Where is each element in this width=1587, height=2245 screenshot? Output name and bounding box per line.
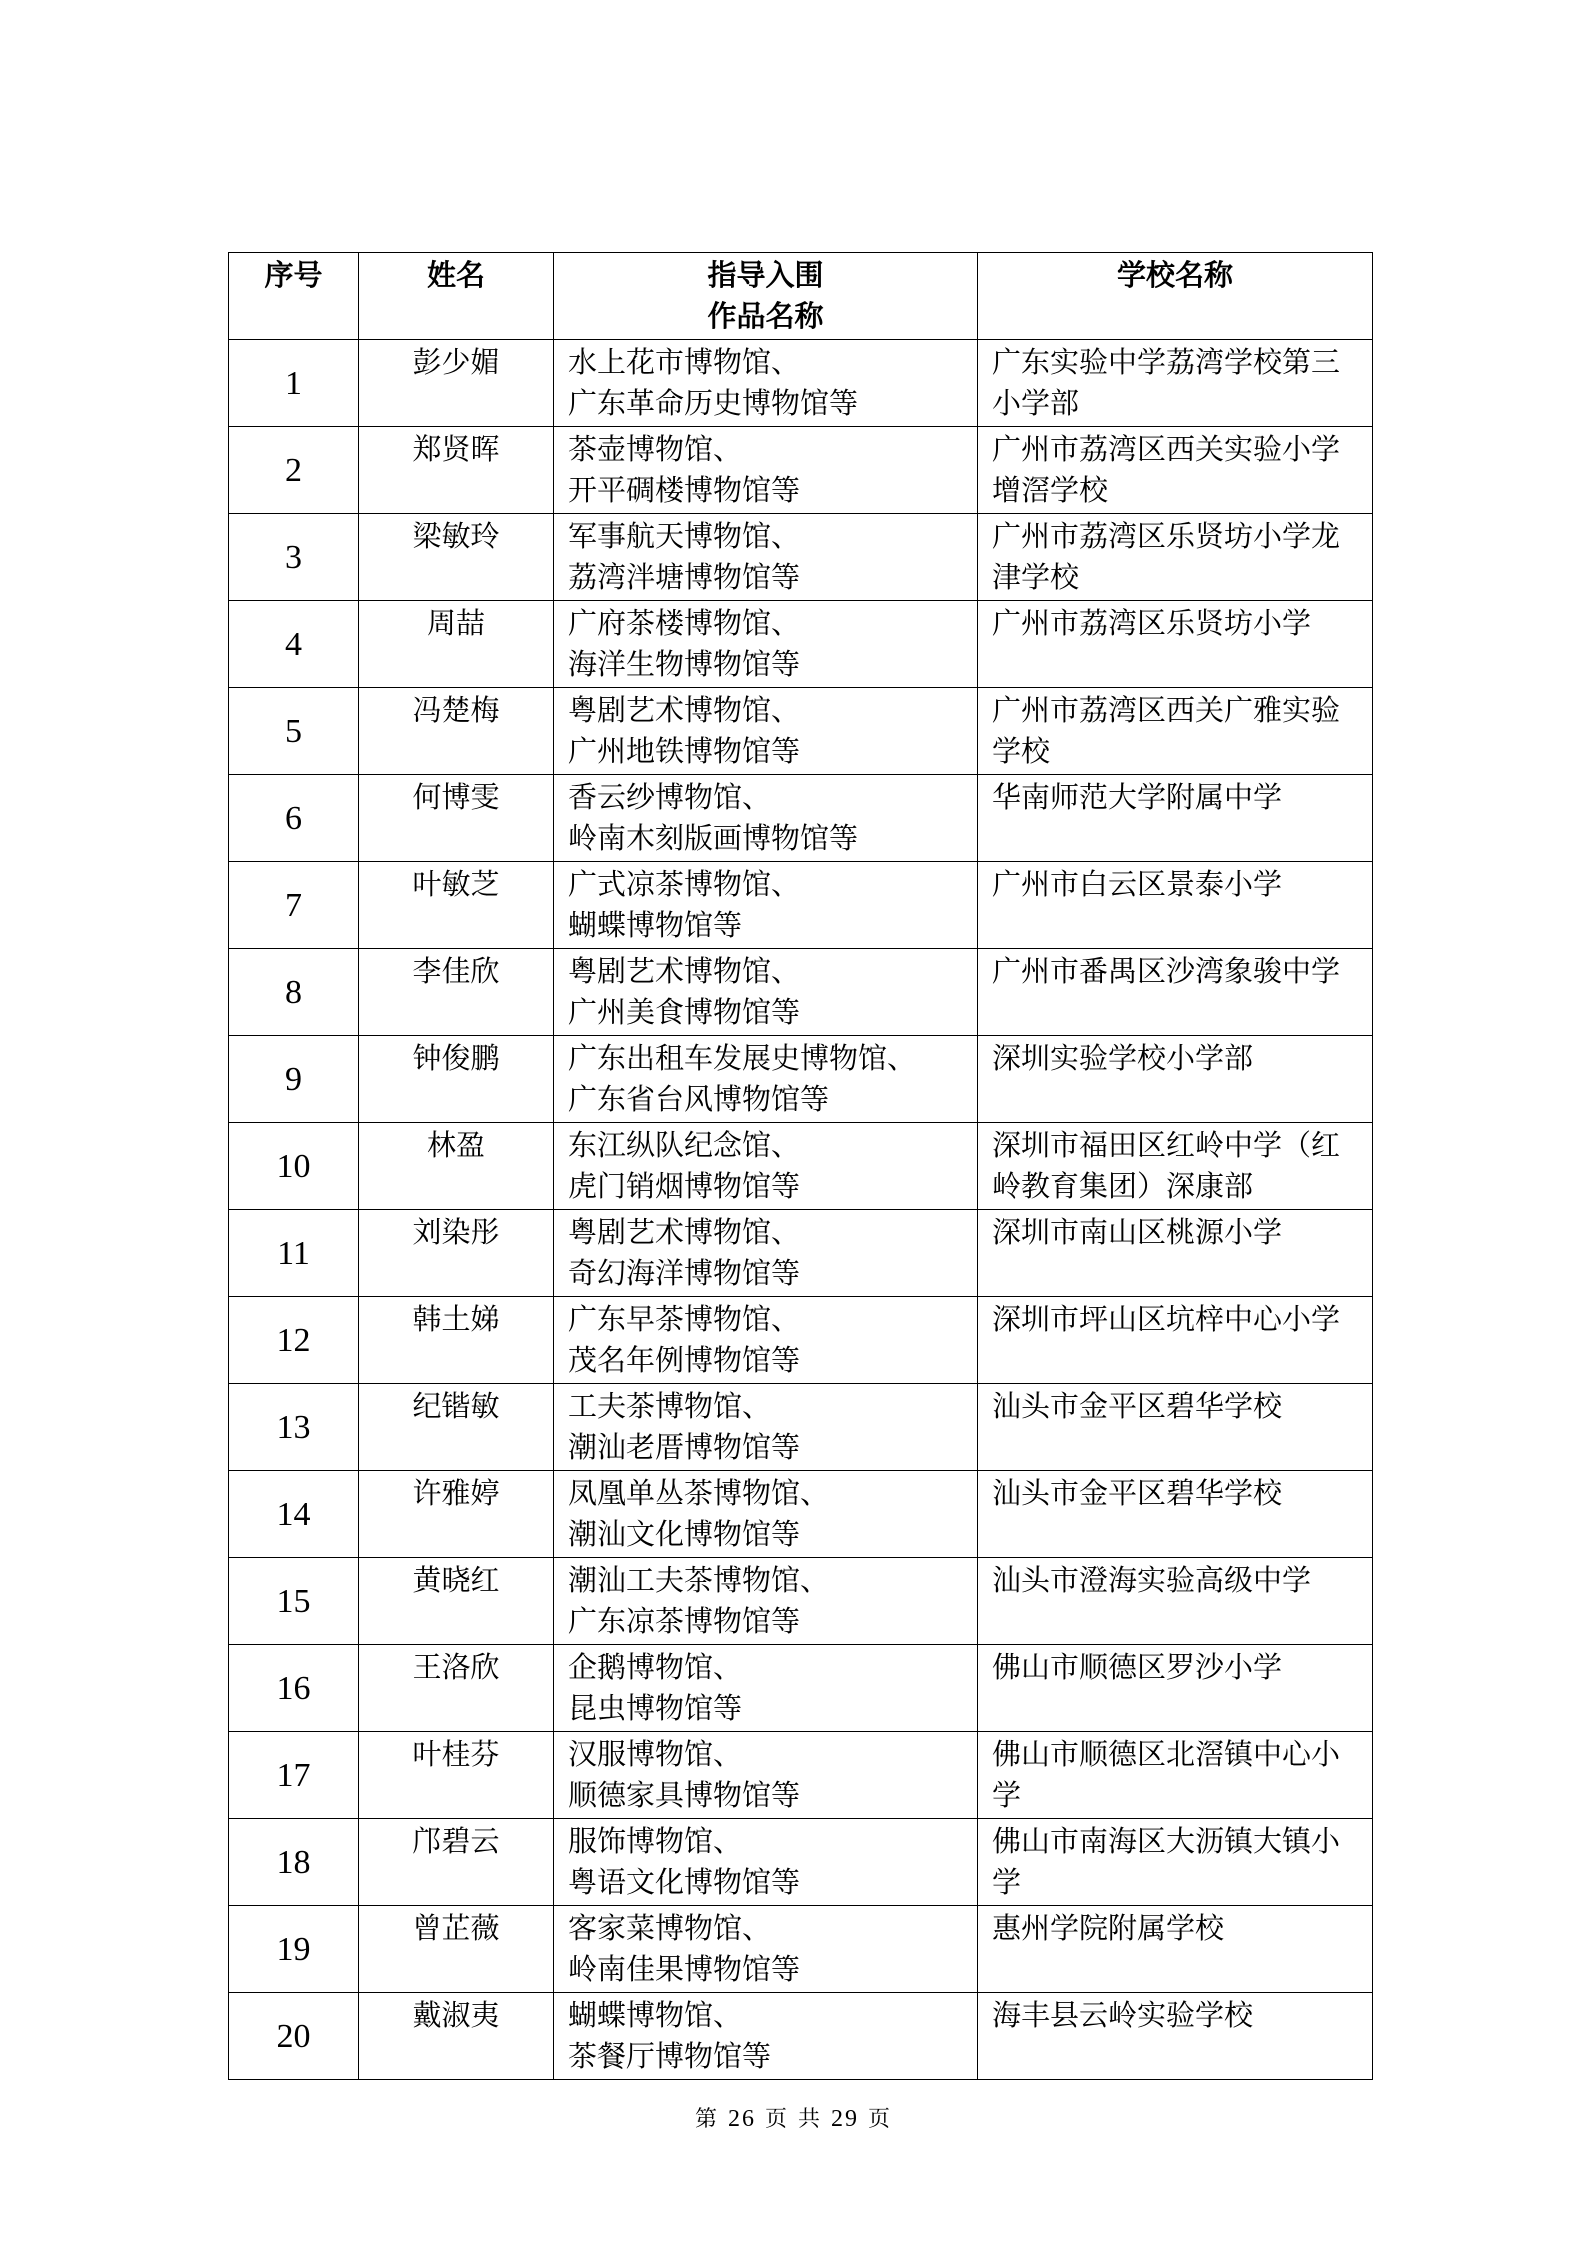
row-name-cell (359, 1732, 554, 1819)
row-work-line2: 海洋生物博物馆等 (568, 647, 801, 681)
row-name: 冯楚梅 (412, 693, 500, 727)
row-index: 15 (276, 1582, 311, 1620)
row-work-line2: 虎门销烟博物馆等 (568, 1169, 801, 1203)
row-name-cell (359, 340, 554, 427)
table-row (229, 949, 1373, 1036)
header-school: 学校名称 (978, 253, 1373, 340)
row-work-line1: 粤剧艺术博物馆、 (568, 693, 801, 727)
table-row (229, 514, 1373, 601)
row-school-cell (978, 1471, 1373, 1558)
row-name: 周喆 (426, 606, 485, 640)
row-work-cell (554, 427, 978, 514)
table-header-row (229, 253, 1373, 340)
row-work-line2: 奇幻海洋博物馆等 (568, 1256, 801, 1290)
row-school: 海丰县云岭实验学校 (992, 1998, 1254, 2032)
row-index-cell (229, 1297, 359, 1384)
row-work-line1: 茶壶博物馆、 (568, 432, 743, 466)
row-name: 郑贤晖 (412, 432, 500, 466)
row-name-cell (359, 688, 554, 775)
row-work-line1: 军事航天博物馆、 (568, 519, 801, 553)
row-school: 汕头市澄海实验高级中学 (992, 1563, 1312, 1597)
table-row (229, 601, 1373, 688)
table-row (229, 1297, 1373, 1384)
row-index: 19 (276, 1930, 311, 1968)
row-index-cell (229, 1471, 359, 1558)
row-work-line1: 蝴蝶博物馆、 (568, 1998, 743, 2032)
row-name-cell (359, 949, 554, 1036)
row-work-cell (554, 1558, 978, 1645)
row-work-line2: 茶餐厅博物馆等 (568, 2039, 772, 2073)
row-work-cell (554, 949, 978, 1036)
row-work-cell (554, 1123, 978, 1210)
footer-suffix: 页 (868, 2107, 893, 2132)
row-name: 王洛欣 (412, 1650, 500, 1684)
row-index-cell (229, 862, 359, 949)
row-name-cell (359, 1471, 554, 1558)
row-name-cell (359, 1297, 554, 1384)
row-work-line2: 荔湾泮塘博物馆等 (568, 560, 801, 594)
row-school: 深圳市坪山区坑梓中心小学 (992, 1302, 1341, 1336)
row-school-cell (978, 1210, 1373, 1297)
row-school: 广州市荔湾区西关广雅实验学校 (992, 693, 1341, 768)
row-name: 曾芷薇 (412, 1911, 500, 1945)
row-index-cell (229, 1123, 359, 1210)
row-index: 4 (285, 625, 302, 663)
table-row (229, 862, 1373, 949)
row-work-line1: 东江纵队纪念馆、 (568, 1128, 801, 1162)
row-name: 李佳欣 (412, 954, 500, 988)
row-work-line2: 广东凉茶博物馆等 (568, 1604, 801, 1638)
footer-total-pages: 29 (831, 2106, 859, 2132)
row-school: 佛山市顺德区罗沙小学 (992, 1650, 1283, 1684)
row-name: 叶敏芝 (412, 867, 500, 901)
row-school-cell (978, 1384, 1373, 1471)
row-work-line1: 香云纱博物馆、 (568, 780, 772, 814)
row-index: 3 (285, 538, 302, 576)
row-name-cell (359, 862, 554, 949)
row-work-cell (554, 1210, 978, 1297)
header-name: 姓名 (359, 253, 554, 340)
row-name: 叶桂芬 (412, 1737, 500, 1771)
row-work-line1: 广东出租车发展史博物馆、 (568, 1041, 917, 1075)
row-name: 韩土娣 (412, 1302, 500, 1336)
row-name-cell (359, 427, 554, 514)
row-school-cell (978, 1906, 1373, 1993)
row-index-cell (229, 1036, 359, 1123)
row-work-cell (554, 1993, 978, 2080)
row-school: 佛山市南海区大沥镇大镇小学 (992, 1824, 1341, 1899)
row-work-line2: 粤语文化博物馆等 (568, 1865, 801, 1899)
row-school: 深圳实验学校小学部 (992, 1041, 1254, 1075)
row-index-cell (229, 1645, 359, 1732)
row-index: 18 (276, 1843, 311, 1881)
row-index-cell (229, 1906, 359, 1993)
row-name-cell (359, 775, 554, 862)
row-work-line1: 广东早茶博物馆、 (568, 1302, 801, 1336)
row-index: 5 (285, 712, 302, 750)
row-school-cell (978, 340, 1373, 427)
row-school-cell (978, 514, 1373, 601)
row-school: 广州市荔湾区西关实验小学增滘学校 (992, 432, 1341, 507)
row-name-cell (359, 1906, 554, 1993)
row-name: 钟俊鹏 (412, 1041, 500, 1075)
row-index-cell (229, 949, 359, 1036)
row-name: 邝碧云 (412, 1824, 500, 1858)
row-index: 16 (276, 1669, 311, 1707)
row-name-cell (359, 1123, 554, 1210)
table-row (229, 1123, 1373, 1210)
row-name-cell (359, 1645, 554, 1732)
row-index: 6 (285, 799, 302, 837)
table-row (229, 1906, 1373, 1993)
row-name: 梁敏玲 (412, 519, 500, 553)
header-index: 序号 (229, 253, 359, 340)
row-name-cell (359, 1210, 554, 1297)
row-work-line1: 粤剧艺术博物馆、 (568, 1215, 801, 1249)
row-school-cell (978, 949, 1373, 1036)
table-row (229, 1819, 1373, 1906)
table-row (229, 1993, 1373, 2080)
row-index-cell (229, 1993, 359, 2080)
row-work-line1: 粤剧艺术博物馆、 (568, 954, 801, 988)
row-work-line1: 客家菜博物馆、 (568, 1911, 772, 1945)
table-row (229, 1558, 1373, 1645)
row-work-cell (554, 1471, 978, 1558)
row-work-line2: 昆虫博物馆等 (568, 1691, 743, 1725)
row-work-line1: 水上花市博物馆、 (568, 345, 801, 379)
row-school-cell (978, 427, 1373, 514)
row-school: 华南师范大学附属中学 (992, 780, 1283, 814)
table-row (229, 1471, 1373, 1558)
row-work-line2: 顺德家具博物馆等 (568, 1778, 801, 1812)
row-work-line1: 企鹅博物馆、 (568, 1650, 743, 1684)
row-school-cell (978, 1558, 1373, 1645)
row-index: 10 (276, 1147, 311, 1185)
row-name: 许雅婷 (412, 1476, 500, 1510)
row-work-cell (554, 1819, 978, 1906)
header-work-line2: 作品名称 (707, 299, 824, 333)
row-work-line1: 广式凉茶博物馆、 (568, 867, 801, 901)
row-name-cell (359, 514, 554, 601)
row-school: 广东实验中学荔湾学校第三小学部 (992, 345, 1341, 420)
row-index-cell (229, 601, 359, 688)
row-work-cell (554, 775, 978, 862)
row-work-cell (554, 601, 978, 688)
row-work-line1: 工夫茶博物馆、 (568, 1389, 772, 1423)
row-index: 9 (285, 1060, 302, 1098)
row-index: 1 (285, 364, 302, 402)
row-school-cell (978, 1297, 1373, 1384)
row-index: 7 (285, 886, 302, 924)
row-name: 纪锴敏 (412, 1389, 500, 1423)
row-work-cell (554, 1297, 978, 1384)
row-school-cell (978, 1993, 1373, 2080)
row-work-cell (554, 1384, 978, 1471)
row-school: 惠州学院附属学校 (992, 1911, 1225, 1945)
row-index-cell (229, 1819, 359, 1906)
row-school: 佛山市顺德区北滘镇中心小学 (992, 1737, 1341, 1812)
row-index: 20 (276, 2017, 311, 2055)
row-index-cell (229, 688, 359, 775)
row-work-line2: 广东省台风博物馆等 (568, 1082, 830, 1116)
row-name-cell (359, 1993, 554, 2080)
footer-current-page: 26 (728, 2106, 756, 2132)
row-index-cell (229, 1558, 359, 1645)
row-work-line1: 潮汕工夫茶博物馆、 (568, 1563, 830, 1597)
row-work-cell (554, 340, 978, 427)
header-work-line1: 指导入围 (707, 258, 824, 292)
row-work-line2: 广东革命历史博物馆等 (568, 386, 859, 420)
row-name-cell (359, 1558, 554, 1645)
row-work-cell (554, 1732, 978, 1819)
row-work-cell (554, 1906, 978, 1993)
row-school: 广州市荔湾区乐贤坊小学 (992, 606, 1312, 640)
row-index: 2 (285, 451, 302, 489)
row-school: 深圳市福田区红岭中学（红岭教育集团）深康部 (992, 1128, 1341, 1203)
row-index-cell (229, 514, 359, 601)
row-school-cell (978, 862, 1373, 949)
row-work-line2: 广州美食博物馆等 (568, 995, 801, 1029)
row-work-line1: 凤凰单丛茶博物馆、 (568, 1476, 830, 1510)
row-name: 何博雯 (412, 780, 500, 814)
table-row (229, 775, 1373, 862)
row-index-cell (229, 1210, 359, 1297)
table-row (229, 1732, 1373, 1819)
row-index-cell (229, 340, 359, 427)
table-row (229, 340, 1373, 427)
row-work-line1: 汉服博物馆、 (568, 1737, 743, 1771)
row-work-line2: 蝴蝶博物馆等 (568, 908, 743, 942)
row-work-line2: 潮汕老厝博物馆等 (568, 1430, 801, 1464)
row-school-cell (978, 1123, 1373, 1210)
row-index: 13 (276, 1408, 311, 1446)
footer-middle: 页 共 (765, 2107, 822, 2132)
page-footer (0, 2102, 1587, 2133)
row-school-cell (978, 601, 1373, 688)
row-school-cell (978, 1732, 1373, 1819)
table-row (229, 688, 1373, 775)
row-school-cell (978, 775, 1373, 862)
row-index: 14 (276, 1495, 311, 1533)
row-index: 17 (276, 1756, 311, 1794)
footer-prefix: 第 (694, 2107, 719, 2132)
row-work-line2: 广州地铁博物馆等 (568, 734, 801, 768)
row-work-cell (554, 514, 978, 601)
roster-table (228, 252, 1373, 2080)
row-name-cell (359, 1819, 554, 1906)
table-body (229, 340, 1373, 2080)
table-row (229, 1036, 1373, 1123)
row-school: 广州市荔湾区乐贤坊小学龙津学校 (992, 519, 1341, 594)
row-school-cell (978, 1819, 1373, 1906)
row-work-line2: 开平碉楼博物馆等 (568, 473, 801, 507)
row-school: 汕头市金平区碧华学校 (992, 1476, 1283, 1510)
row-school-cell (978, 1036, 1373, 1123)
row-work-line2: 潮汕文化博物馆等 (568, 1517, 801, 1551)
row-index-cell (229, 427, 359, 514)
table-row (229, 1645, 1373, 1732)
row-school-cell (978, 688, 1373, 775)
row-work-cell (554, 1036, 978, 1123)
row-name: 彭少媚 (412, 345, 500, 379)
row-work-cell (554, 688, 978, 775)
row-name: 林盈 (426, 1128, 485, 1162)
row-name-cell (359, 1036, 554, 1123)
row-work-cell (554, 862, 978, 949)
row-index-cell (229, 1732, 359, 1819)
row-name: 黄晓红 (412, 1563, 500, 1597)
row-index-cell (229, 1384, 359, 1471)
table-row (229, 1210, 1373, 1297)
row-work-line2: 茂名年例博物馆等 (568, 1343, 801, 1377)
row-name-cell (359, 1384, 554, 1471)
row-index: 8 (285, 973, 302, 1011)
row-school: 广州市白云区景泰小学 (992, 867, 1283, 901)
row-work-cell (554, 1645, 978, 1732)
row-school: 深圳市南山区桃源小学 (992, 1215, 1283, 1249)
row-index: 12 (276, 1321, 311, 1359)
row-work-line1: 广府茶楼博物馆、 (568, 606, 801, 640)
row-work-line2: 岭南佳果博物馆等 (568, 1952, 801, 1986)
row-work-line1: 服饰博物馆、 (568, 1824, 743, 1858)
row-index-cell (229, 775, 359, 862)
row-name-cell (359, 601, 554, 688)
row-work-line2: 岭南木刻版画博物馆等 (568, 821, 859, 855)
row-name: 戴淑夷 (412, 1998, 500, 2032)
row-school: 广州市番禺区沙湾象骏中学 (992, 954, 1341, 988)
row-school-cell (978, 1645, 1373, 1732)
table-row (229, 1384, 1373, 1471)
header-work (554, 253, 978, 340)
row-index: 11 (277, 1234, 310, 1272)
row-name: 刘染彤 (412, 1215, 500, 1249)
table-row (229, 427, 1373, 514)
row-school: 汕头市金平区碧华学校 (992, 1389, 1283, 1423)
